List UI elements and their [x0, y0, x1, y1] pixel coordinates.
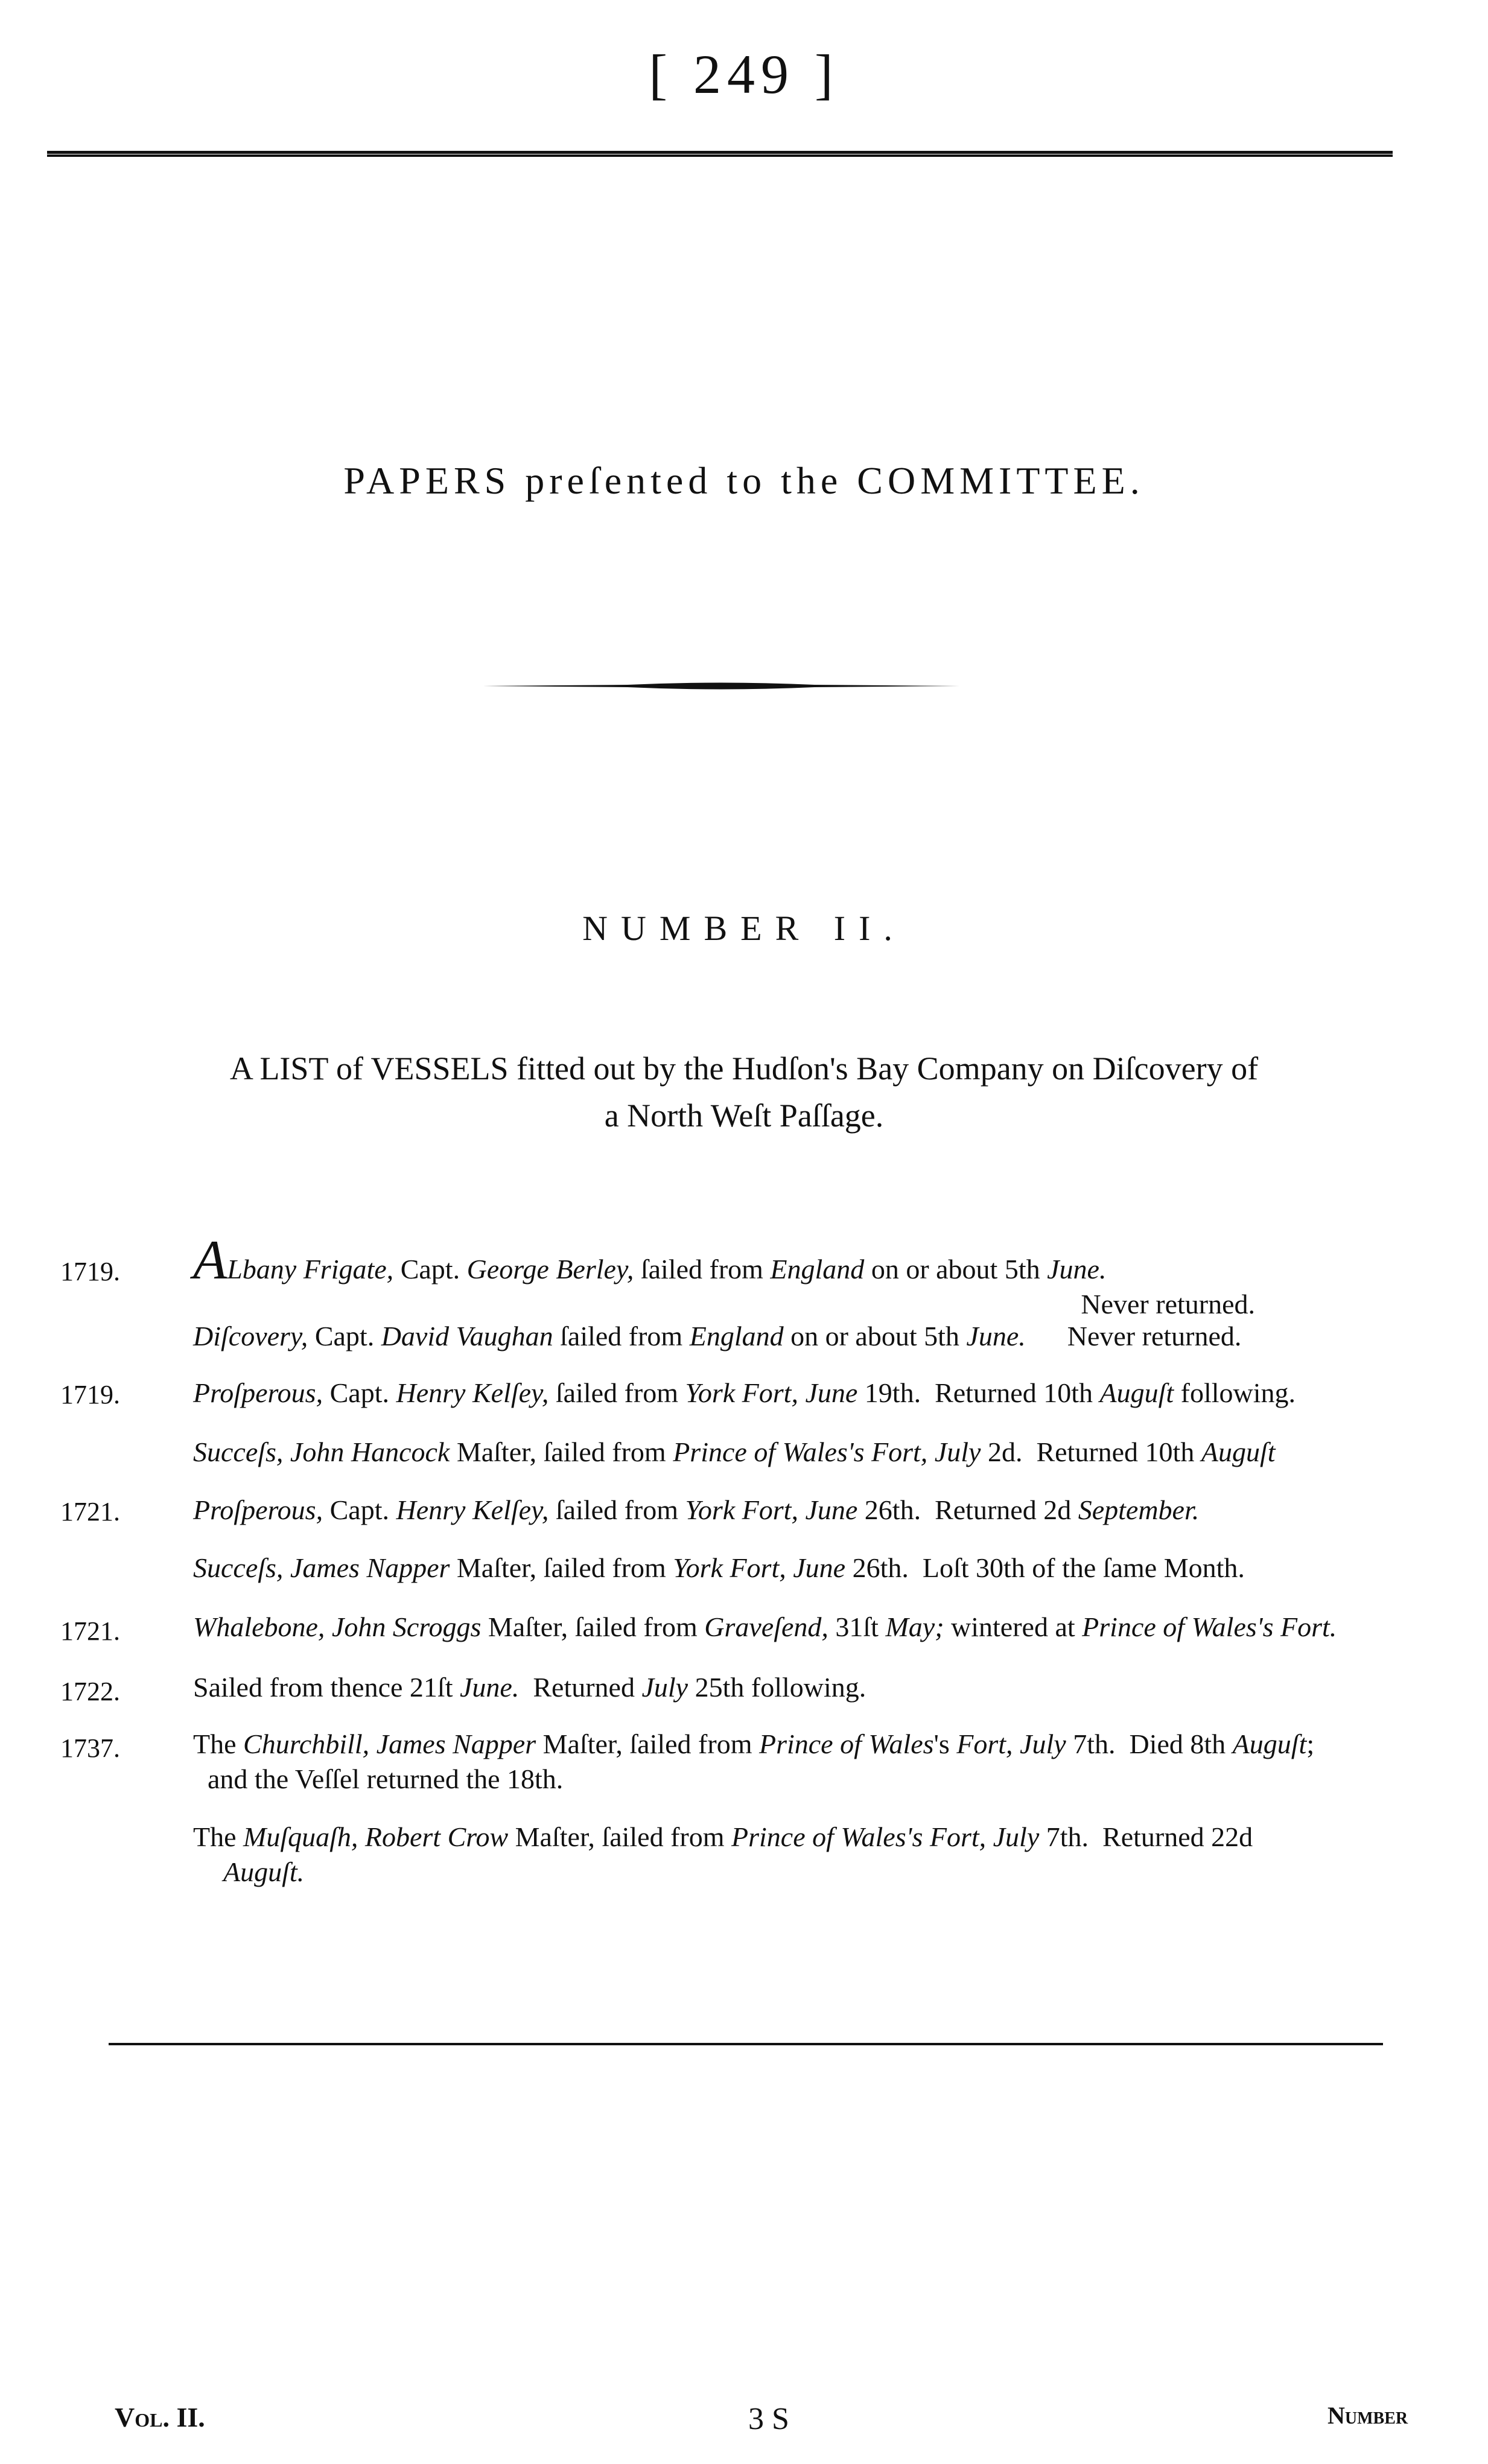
entry-text: Capt. [323, 1377, 396, 1408]
captain-name: Henry Kelſey, [396, 1494, 549, 1525]
vessel-name: Whalebone, John Scroggs [193, 1611, 482, 1642]
entry-outcome: Never returned. [1025, 1321, 1242, 1351]
date-text: September. [1078, 1494, 1200, 1525]
entry-text: ; [1306, 1729, 1315, 1759]
signature-mark: 3 S [748, 2402, 789, 2436]
entry-text: 26th. Loſt 30th of the ſame Month. [845, 1552, 1245, 1583]
entry-outcome: Never returned. [1081, 1289, 1255, 1319]
list-heading [109, 1045, 1379, 1139]
entry-text: wintered at [944, 1611, 1083, 1642]
entry-text: The [193, 1821, 244, 1852]
page-number: [ 249 ] [649, 43, 839, 105]
vessel-name: Succeſs, John Hancock [193, 1437, 450, 1467]
place-name: York Fort, June [685, 1494, 858, 1525]
entry-text: Capt. [308, 1321, 381, 1351]
entry-year: 1719. [60, 1380, 120, 1409]
volume-label: Vol. II. [115, 2402, 205, 2433]
entry-text: Capt. [393, 1254, 467, 1284]
vessel-name: Proſperous, [193, 1494, 323, 1525]
date-text: May; [885, 1611, 944, 1642]
entry-outcome: Auguſt. [223, 1856, 305, 1887]
bottom-rule [109, 2043, 1383, 2045]
entry-text: Returned [519, 1672, 642, 1703]
entry-text: Sailed from thence 21ſt [193, 1672, 460, 1703]
vessel-name: Diſcovery, [193, 1321, 308, 1351]
entry-text: 7th. Returned 22d [1039, 1821, 1253, 1852]
entry-text: 31ſt [828, 1611, 886, 1642]
date-text: Auguſt [1099, 1377, 1174, 1408]
ornamental-rule [483, 681, 959, 691]
date-text: Auguſt [1232, 1729, 1307, 1759]
entry-text: Maſter, ſailed from [536, 1729, 759, 1759]
date-text: June. [460, 1672, 520, 1703]
entry-text: on or about 5th [864, 1254, 1048, 1284]
entry-text: 2d. Returned 10th [981, 1437, 1201, 1467]
entry-text: 26th. Returned 2d [857, 1494, 1078, 1525]
date-text: June. [966, 1321, 1026, 1351]
entry-text: ſailed from [548, 1377, 685, 1408]
entry-year: 1737. [60, 1733, 120, 1763]
entry-text: ſailed from [634, 1254, 771, 1284]
list-item [193, 1376, 1376, 1411]
captain-name: George Berley, [466, 1254, 634, 1284]
list-item [193, 1551, 1376, 1586]
list-item [193, 1820, 1376, 1890]
entry-year: 1719. [60, 1257, 120, 1286]
list-item [193, 1229, 1376, 1322]
entry-text: ſailed from [548, 1494, 685, 1525]
entry-text: ſailed from [553, 1321, 690, 1351]
list-item [193, 1435, 1376, 1470]
page-title: PAPERS preſented to the COMMITTEE. [343, 459, 1145, 502]
vessel-name: Succeſs, James Napper [193, 1552, 450, 1583]
entry-year: 1721. [60, 1616, 120, 1646]
list-item [193, 1727, 1376, 1797]
entry-text: on or about 5th [783, 1321, 967, 1351]
entry-text: The [193, 1729, 244, 1759]
entry-text: Maſter, ſailed from [450, 1437, 673, 1467]
captain-name: David Vaughan [381, 1321, 553, 1351]
header-rule [47, 151, 1393, 157]
place-name: Prince of Wales's Fort, July [673, 1437, 981, 1467]
entry-text: Maſter, ſailed from [508, 1821, 732, 1852]
date-text: June. [1047, 1254, 1107, 1284]
entry-text: Maſter, ſailed from [481, 1611, 705, 1642]
captain-name: Henry Kelſey, [396, 1377, 549, 1408]
entry-text: following. [1174, 1377, 1296, 1408]
place-name: York Fort, June [673, 1552, 846, 1583]
place-name: York Fort, June [685, 1377, 858, 1408]
section-heading: NUMBER II. [582, 909, 906, 948]
entry-year: 1721. [60, 1497, 120, 1526]
entry-text: 19th. Returned 10th [857, 1377, 1100, 1408]
vessel-name: Proſperous, [193, 1377, 323, 1408]
entry-text: 's [933, 1729, 957, 1759]
entry-outcome: and the Veſſel returned the 18th. [208, 1764, 564, 1794]
list-heading-line-1: A LIST of VESSELS fitted out by the Hudſon's Bay Company on Diſcovery of [229, 1050, 1259, 1087]
vessel-name: Lbany Frigate, [227, 1254, 394, 1284]
entry-text: 25th following. [688, 1672, 866, 1703]
date-text: July [641, 1672, 688, 1703]
place-name: Prince of Wales's Fort, July [731, 1821, 1040, 1852]
place-name: Prince of Wales's Fort. [1082, 1611, 1337, 1642]
place-name: Fort, July [956, 1729, 1066, 1759]
entry-year: 1722. [60, 1677, 120, 1706]
list-item [193, 1610, 1376, 1645]
entry-text: 7th. Died 8th [1066, 1729, 1233, 1759]
place-name: England [689, 1321, 784, 1351]
list-item [193, 1670, 1376, 1705]
place-name: England [770, 1254, 865, 1284]
vessel-name: Muſquaſh, Robert Crow [243, 1821, 509, 1852]
catchword: Number [1327, 2402, 1408, 2429]
vessel-name: Churchbill, James Napper [243, 1729, 536, 1759]
list-item [193, 1493, 1376, 1528]
place-name: Prince of Wales [758, 1729, 934, 1759]
list-heading-line-2: a North Weſt Paſſage. [604, 1097, 884, 1134]
list-item [193, 1319, 1376, 1354]
place-name: Graveſend, [704, 1611, 828, 1642]
entry-text: Maſter, ſailed from [450, 1552, 673, 1583]
date-text: Auguſt [1201, 1437, 1276, 1467]
entry-text: Capt. [323, 1494, 396, 1525]
drop-cap: A [193, 1229, 227, 1291]
